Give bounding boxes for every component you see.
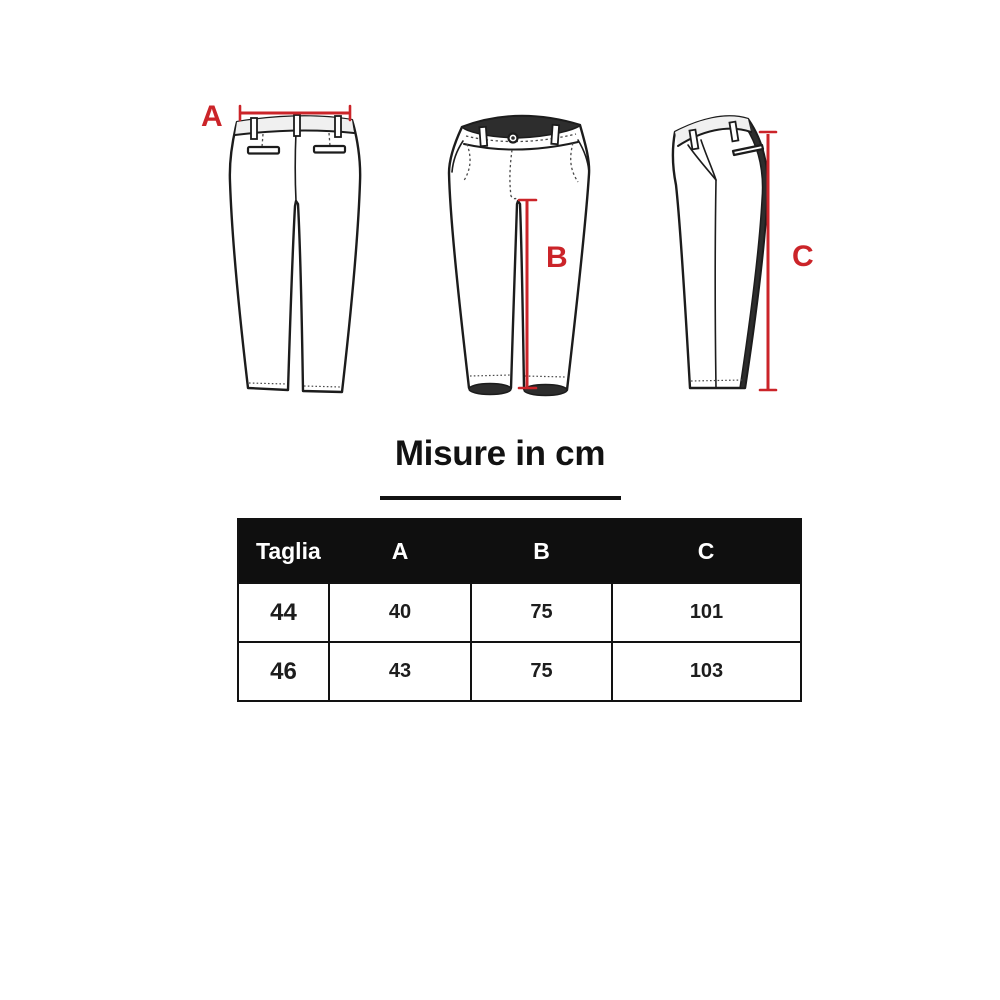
size-table bbox=[237, 518, 802, 702]
belt-loop bbox=[251, 118, 257, 139]
pants-back-view bbox=[230, 115, 360, 392]
pants-measurement-diagram bbox=[180, 70, 840, 430]
header-a: A bbox=[329, 519, 471, 583]
header-c: C bbox=[612, 519, 801, 583]
measure-label-b: B bbox=[546, 241, 568, 274]
measure-a-value: 40 bbox=[329, 583, 471, 642]
measure-c-value: 101 bbox=[612, 583, 801, 642]
belt-loop bbox=[479, 127, 487, 146]
left-hem-opening bbox=[469, 384, 511, 395]
measure-label-a: A bbox=[201, 100, 223, 133]
size-value: 46 bbox=[238, 642, 329, 701]
page-title: Misure in cm bbox=[394, 434, 606, 473]
pants-side-silhouette bbox=[673, 116, 768, 388]
pants-front-silhouette bbox=[449, 116, 589, 390]
measure-b-value: 75 bbox=[471, 642, 612, 701]
waist-button-hole bbox=[511, 136, 515, 140]
right-hem-opening bbox=[524, 385, 567, 396]
back-welt-pocket bbox=[314, 146, 345, 153]
belt-loop bbox=[294, 115, 300, 136]
back-center-seam bbox=[295, 132, 296, 201]
back-welt-pocket bbox=[248, 147, 279, 154]
header-b: B bbox=[471, 519, 612, 583]
belt-loop bbox=[551, 125, 559, 144]
measure-b-value: 75 bbox=[471, 583, 612, 642]
size-row-46 bbox=[238, 642, 801, 701]
title-underline bbox=[380, 496, 621, 500]
size-value: 44 bbox=[238, 583, 329, 642]
header-taglia: Taglia bbox=[238, 519, 329, 583]
side-crease-line bbox=[715, 180, 716, 388]
pants-side-view bbox=[673, 116, 768, 388]
belt-loop bbox=[335, 116, 341, 137]
pants-front-view bbox=[449, 116, 589, 396]
size-table-header-row bbox=[238, 519, 801, 583]
size-row-44 bbox=[238, 583, 801, 642]
measure-a-value: 43 bbox=[329, 642, 471, 701]
measure-c-value: 103 bbox=[612, 642, 801, 701]
measure-label-c: C bbox=[792, 240, 814, 273]
